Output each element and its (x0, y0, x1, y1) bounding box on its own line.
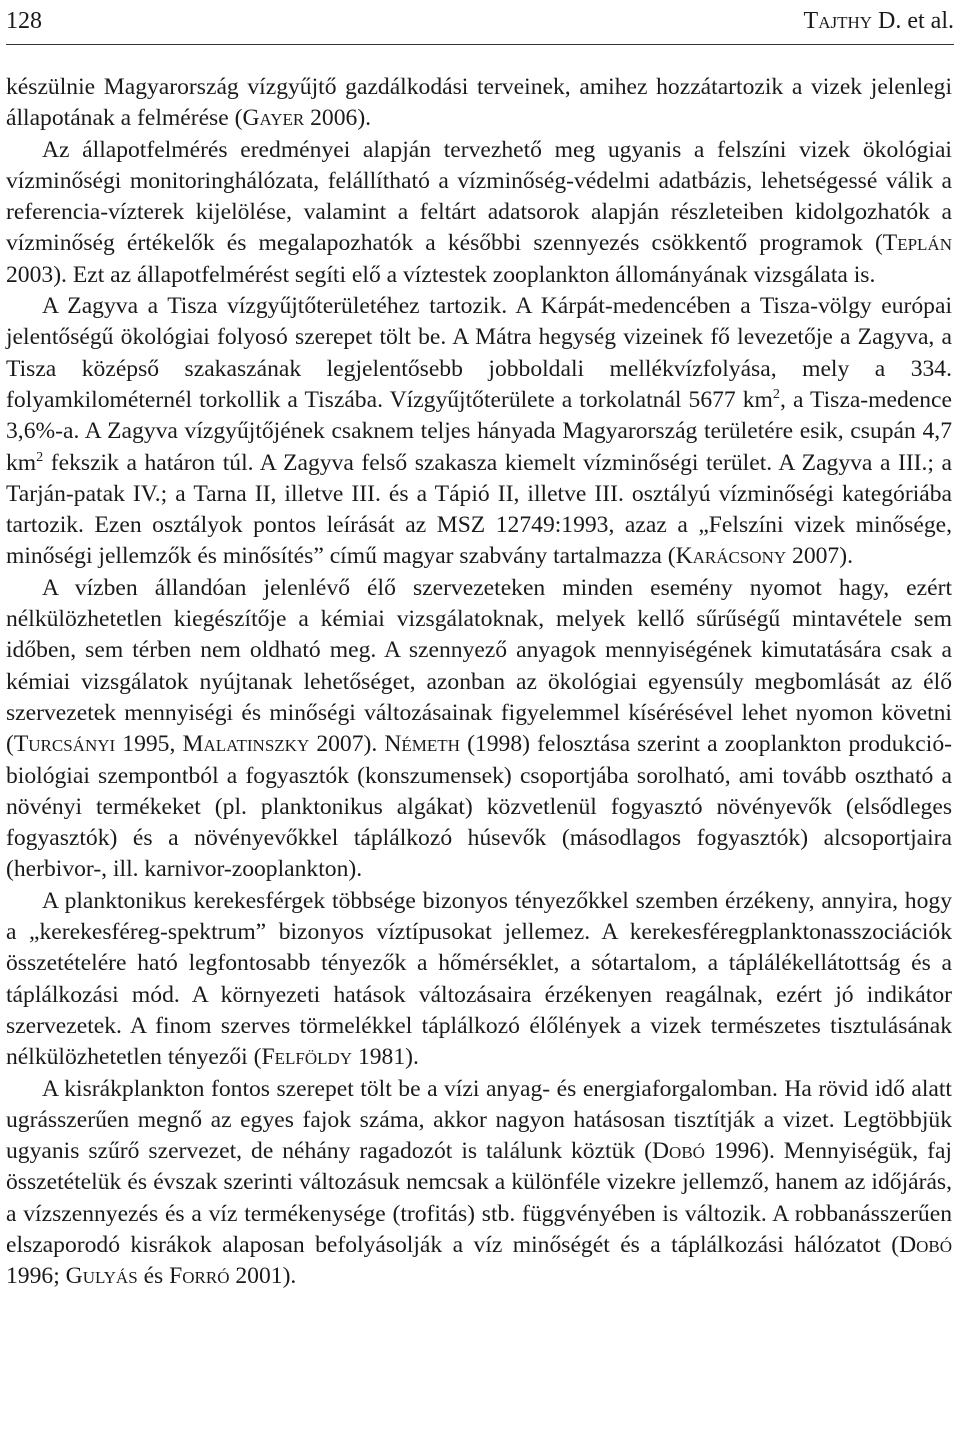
citation-author: Dobó (652, 1138, 705, 1165)
header-rule (6, 44, 954, 45)
superscript: 2 (772, 386, 780, 403)
text-run: A Zagyva a Tisza vízgyűjtőterületéhez tartozik. A Kárpát-medencében a Tisza-völgy európai jelentőségű ökológiai folyosó szerepet tölt be. A Mátra hegység vizeinek fő levezetője a Zagyva, a Tisza középső szakaszának legjelentősebb jobboldali mellékvízfolyása, mely a 334. folyamkilométernél torkollik a Tiszába. Vízgyűjtőterülete a torkolatnál 5677 km (6, 293, 952, 413)
paragraph (6, 573, 952, 886)
article-body (6, 72, 952, 1293)
paragraph (6, 135, 952, 291)
text-run: 1995, (115, 731, 183, 758)
citation-author: Gulyás (65, 1263, 138, 1290)
running-head (804, 8, 954, 35)
paragraph (6, 291, 952, 573)
paragraph (6, 72, 952, 135)
text-run: 2001). (229, 1263, 297, 1290)
text-run: A vízben állandóan jelenlévő élő szervezeteken minden esemény nyomot hagy, ezért nélkülözhetetlen kiegészítője a kémiai vizsgálatoknak, melyek kellő sűrűségű mintavétele sem időben, sem térben nem oldható meg. A szennyező anyagok mennyiségének kimutatására csak a kémiai vizsgálatok nyújtanak lehetőséget, azonban az ökológiai egyensúly megbomlását az élő szervezetek mennyiségi és minőségi változásainak figyelemmel kísérésével lehet nyomon követni ( (6, 574, 952, 758)
text-run: A kisrákplankton fontos szerepet tölt be a vízi anyag- és energiaforgalomban. Ha rövid idő alatt ugrásszerűen megnő az egyes fajok száma, akkor nagyon hatásosan tisztítják a vizet. Legtöbbjük ugyanis szűrő szervezet, de néhány ragadozót is találunk köztük ( (6, 1075, 952, 1165)
text-run: (1998) felosztása szerint a zooplankton produkció-biológiai szempontból a fogyasztók (konszumensek) csoportjába sorolható, ami tovább osztható a növényi termékeket (pl. planktonikus algákat) közvetlenül fogyasztó növényevők (elsődleges fogyasztók) és a növényevőkkel táplálkozó húsevők (másodlagos fogyasztók) alcsoportjaira (herbivor-, ill. karnivor-zooplankton). (6, 731, 952, 883)
citation-author: Turcsányi (13, 731, 116, 758)
text-run: Az állapotfelmérés eredményei alapján tervezhető meg ugyanis a felszíni vizek ökológiai vízminőségi monitoringhálózata, felállítható a vízminőség-védelmi adatbázis, lehetségessé válik a referencia-vízterek kijelölése, valamint a feltárt adatsorok alapján részleteiben kidolgozhatók a vízminőség értékelők és megalapozhatók a későbbi szennyezés csökkentő programok ( (6, 136, 952, 257)
text-run: A planktonikus kerekesférgek többsége bizonyos tényezőkkel szemben érzékeny, annyira, hogy a „kerekesféreg-spektrum” bizonyos víztípusokat jellemez. A kerekesféregplanktonasszociációk összetételére ható legfontosabb tényezők a hőmérséklet, a sótartalom, a táplálékellátottság és a táplálkozási mód. A környezeti hatások változásaira érzékenyen reagálnak, ezért jó indikátor szervezetek. A finom szerves törmelékkel táplálkozó élőlények a vizek természetes tisztulásának nélkülözhetetlen tényezői ( (6, 887, 952, 1071)
text-run: 2007). (309, 731, 385, 758)
paragraph (6, 1074, 952, 1293)
text-run: fekszik a határon túl. A Zagyva felső szakasza kiemelt vízminőségi terület. A Zagyva a III.; a Tarján-patak IV.; a Tarna II, illetve III. és a Tápió II, illetve III. osztályú vízminőségi kategóriába tartozik. Ezen osztályok pontos leírását az MSZ 12749:1993, azaz a „Felszíni vizek minősége, minőségi jellemzők és minősítés” című magyar szabvány tartalmazza ( (6, 449, 952, 570)
citation-author: Gayer (242, 105, 305, 132)
paragraph (6, 886, 952, 1074)
text-run: 1996; (6, 1263, 66, 1290)
citation-author: Németh (384, 731, 460, 758)
citation-author: Forró (169, 1263, 230, 1290)
page-number: 128 (6, 8, 42, 34)
citation-author: Karácsony (675, 543, 787, 570)
text-run: , a Tisza-medence 3,6%-a. A Zagyva vízgyűjtőjének csaknem teljes hányada Magyarország területére esik, csupán 4,7 km (6, 386, 953, 476)
running-head-suffix: et al. (901, 8, 954, 34)
text-run: 2003). Ezt az állapotfelmérést segíti elő a víztestek zooplankton állományának vizsgálata is. (6, 261, 876, 288)
running-head-author: Tajthy D. (803, 8, 902, 34)
citation-author: Teplán (882, 230, 952, 257)
text-run: készülnie Magyarország vízgyűjtő gazdálkodási terveinek, amihez hozzátartozik a vizek jelenlegi állapotának a felmérése ( (6, 74, 952, 132)
superscript: 2 (36, 448, 44, 465)
text-run: 2007). (786, 543, 853, 570)
text-run: 1981). (352, 1044, 419, 1071)
page-header (6, 0, 954, 46)
text-run: és (137, 1263, 170, 1290)
text-run: 1996). Mennyiségük, faj összetételük és évszak szerinti változásuk nemcsak a különféle vizekre jellemző, hanem az időjárás, a vízszennyezés és a víz termékenysége (trofitás) stb. függvényében is változik. A robbanásszerűen elszaporodó kisrákok alaposan befolyásolják a víz minőségét és a táplálkozási hálózatot ( (6, 1138, 952, 1258)
citation-author: Dobó (899, 1231, 952, 1258)
citation-author: Malatinszky (182, 731, 310, 758)
text-run: 2006). (304, 105, 372, 132)
citation-author: Felföldy (261, 1044, 353, 1071)
